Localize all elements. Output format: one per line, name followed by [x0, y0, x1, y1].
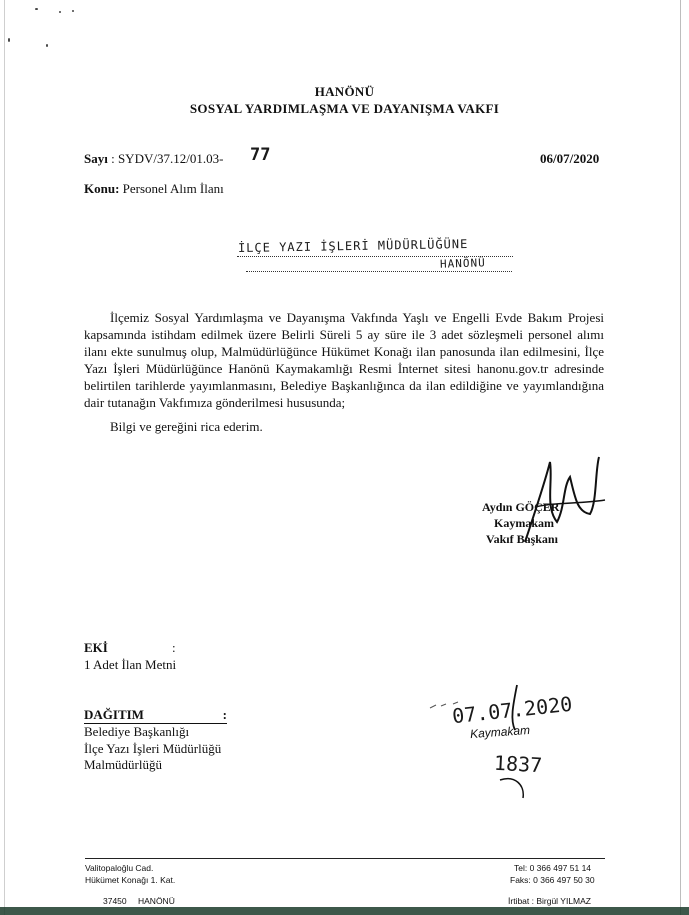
footer-phone: Tel: 0 366 497 51 14 — [514, 863, 592, 873]
distribution-colon: : — [222, 707, 227, 722]
footer-contact: İrtibat : Birgül YILMAZ — [508, 896, 591, 906]
footer-fax: Faks: 0 366 497 50 30 — [510, 875, 595, 885]
body-paragraph: İlçemiz Sosyal Yardımlaşma ve Dayanışma Vakfında Yaşlı ve Engelli Evde Bakım Projesi kapsamında istihdam edilmek üzere Belirli Süreli 5 ay süre ile 3 adet sözleşmeli personel alımı ilanı ekte sunulmuş olup, Malmüdürlüğünce Hükümet Konağı ilan panosunda ilan edilmesini, İlçe Yazı İşleri Müdürlüğünce Hanönü Kaymakamlığı Resmi İnternet sitesi hanonu.gov.tr adresinde belirtilen tarihlerde yayımlanmasını, Belediye Başkanlığınca da ilan edildiğine ve yayımlandığına dair tutanağın Vakfımıza gönderilmesi hususunda; — [84, 310, 604, 410]
document-date: 06/07/2020 — [540, 151, 600, 166]
scan-speck — [46, 44, 48, 47]
scan-speck — [72, 10, 74, 12]
addressee-line-1: İLÇE YAZI İŞLERİ MÜDÜRLÜĞÜNE — [237, 236, 469, 256]
receipt-date-handwritten: 07.07.2020 — [451, 691, 574, 729]
reference-handwritten: 77 — [250, 145, 271, 165]
attachments-colon: : — [172, 640, 176, 655]
signatory-title-1: Kaymakam — [494, 516, 554, 530]
attachments-label: EKİ — [84, 640, 108, 655]
addressee-line-2: HANÖNÜ — [439, 256, 486, 271]
distribution-item: Malmüdürlüğü — [84, 757, 162, 772]
scan-edge-right — [680, 0, 681, 915]
distribution-item: Belediye Başkanlığı — [84, 724, 190, 739]
scan-speck — [8, 38, 10, 42]
attachment-item: 1 Adet İlan Metni — [84, 657, 177, 672]
scan-speck — [35, 8, 38, 10]
signatory-title-2: Vakıf Başkanı — [486, 532, 558, 546]
foundation-name: SOSYAL YARDIMLAŞMA VE DAYANIŞMA VAKFI — [189, 101, 500, 116]
signatory-name: Aydın GÖÇER — [482, 500, 560, 514]
distribution-item: İlçe Yazı İşleri Müdürlüğü — [84, 740, 222, 756]
scan-edge-bottom — [0, 907, 689, 915]
scan-edge-left — [4, 0, 5, 915]
reference-value: : SYDV/37.12/01.03- — [111, 151, 224, 166]
subject-label: Konu: — [84, 181, 120, 196]
footer-postal-code: 37450 — [103, 896, 127, 906]
scan-speck — [59, 11, 61, 13]
distribution-header — [84, 707, 227, 724]
footer-rule — [85, 858, 605, 859]
subject-value: Personel Alım İlanı — [122, 181, 224, 196]
receipt-title: Kaymakam — [469, 722, 531, 742]
footer-address-1: Valitopaloğlu Cad. — [85, 863, 154, 873]
distribution-label: DAĞITIM — [84, 707, 144, 722]
institution-name: HANÖNÜ — [314, 84, 375, 99]
footer-city: HANÖNÜ — [138, 896, 175, 906]
subject — [84, 181, 224, 197]
reference-number — [84, 151, 223, 167]
addressee-dotted-line-2 — [246, 271, 512, 272]
footer-address-2: Hükümet Konağı 1. Kat. — [85, 875, 176, 885]
closing-sentence: Bilgi ve gereğini rica ederim. — [110, 419, 263, 434]
receipt-number-handwritten: 1837 — [493, 750, 543, 778]
reference-label: Sayı — [84, 151, 108, 166]
distribution-list — [84, 724, 221, 774]
